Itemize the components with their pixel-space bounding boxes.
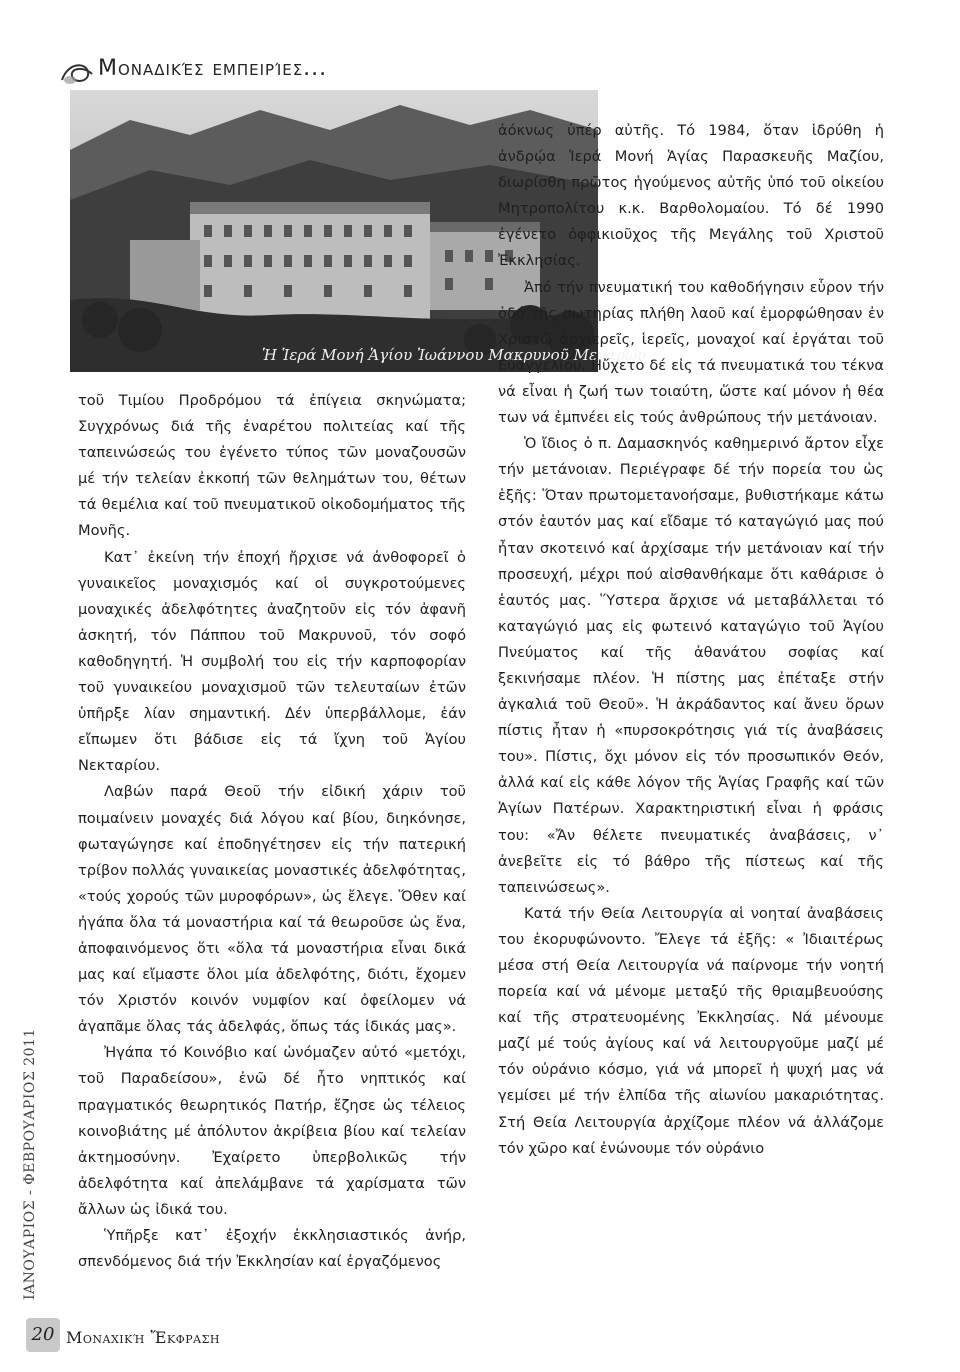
paragraph: ἀόκνως ὑπέρ αὐτῆς. Τό 1984, ὅταν ἱδρύθη ἡ ἀνδρῴα Ἱερά Μονή Ἁγίας Παρασκευῆς Μαζίου, διωρίσθη πρῶτος ἡγούμενος αὐτῆς ὑπό τοῦ οἰκείου Μητροπολίτου κ.κ. Βαρθολομαίου. Τό δέ 1990 ἐγένετο ὀφφικιοῦχος τῆς Μεγάλης τοῦ Χριστοῦ Ἐκκλησίας. — [498, 122, 884, 270]
section-title: Μοναδικές εμπειρίες... — [98, 56, 328, 81]
issue-date-vertical: ΙΑΝΟΥΑΡΙΟΣ - ΦΕΒΡΟΥΑΡΙΟΣ 2011 — [22, 1028, 38, 1300]
photo-caption: Ἡ Ἱερά Μονή Ἁγίου Ἰωάννου Μακρυνοῦ Μεγάρων — [262, 346, 647, 364]
paragraph: Ὑπῆρξε κατ᾿ ἐξοχήν ἐκκλησιαστικός ἀνήρ, σπενδόμενος διά τήν Ἐκκλησίαν καί ἐργαζόμενος — [78, 1227, 466, 1271]
section-header — [58, 52, 598, 92]
paragraph: τοῦ Τιμίου Προδρόμου τά ἐπίγεια σκηνώματα; Συγχρόνως διά τῆς ἐναρέτου πολιτείας καί τῆς ταπεινώσεώς του ἐγένετο τύπος τῶν μοναζουσῶν μέ τήν τελείαν ἐκκοπή τῶν θελημάτων του, θέτων τά θεμέλια καί τοῦ πνευματικοῦ οἰκοδομήματος τῆς Μονῆς. — [78, 392, 466, 540]
left-column — [78, 388, 466, 1275]
magazine-title: Μοναχική Ἔκφραση — [66, 1328, 220, 1347]
paragraph: Κατά τήν Θεία Λειτουργία αἱ νοηταί ἀναβάσεις του ἐκορυφώνοντο. Ἔλεγε τά ἑξῆς: « Ἰδιαιτέρως μέσα στή Θεία Λειτουργία νά παίρνομε τήν νοητή πορεία καί νά μένομε μεταξύ τῆς θριαμβευούσης καί τῆς στρατευομένης Ἐκκλησίας. Νά μένουμε μαζί μέ τούς ἁγίους καί νά λειτουργοῦμε μαζί μέ τόν οὐράνιο κόσμο, γιά νά μπορεῖ ἡ ψυχή μας νά γεμίσει μέ τήν ἐλπίδα τῆς αἰωνίου μακαριότητας. Στή Θεία Λειτουργία ἀρχίζομε πλέον νά ἀλλάζομε τόν χῶρο καί ἐνώνουμε τόν οὐράνιο — [498, 904, 884, 1157]
paragraph: Ὁ ἴδιος ὁ π. Δαμασκηνός καθημερινό ἄρτον εἶχε τήν μετάνοιαν. Περιέγραφε δέ τήν πορεία του ὡς ἑξῆς: Ὅταν πρωτομετανοήσαμε, βυθιστήκαμε κάτω στόν ἑαυτόν μας καί εἴδαμε τό καταγώγιό μας πού ἦταν σκοτεινό καί ἀρχίσαμε τήν μετάνοιαν καί τήν προσευχή, μέχρι πού αἰσθανθήκαμε ὅτι καθάρισε ὁ ἑαυτός μας. Ὕστερα ἄρχισε νά μεταβάλλεται τό καταγώγιό μας εἰς φωτεινό καταγώγιο τοῦ Ἁγίου Πνεύματος καί τῆς ἀθανάτου σοφίας καί ξεκινήσαμε πλέον. Ἡ πίστης μας ἐπέταξε στήν ἀγκαλιά τοῦ Θεοῦ». Ἡ ἀκράδαντος καί ἄνευ ὅρων πίστις ἦταν ἡ «πυρσοκρότησις γιά τίς ἀναβάσεις του». Πίστις, ὄχι μόνον εἰς τόν προσωπικόν Θεόν, ἀλλά καί εἰς κάθε λόγον τῆς Ἁγίας Γραφῆς καί τῶν Ἁγίων Πατέρων. Χαρακτηριστική εἶναι ἡ φράσις του: «Ἄν θέλετε πνευματικές ἀναβάσεις, ν᾿ ἀνεβεῖτε εἰς τό βάθρο τῆς πίστεως καί τῆς ταπεινώσεως». — [498, 435, 884, 896]
page-number: 20 — [26, 1318, 60, 1352]
paragraph: Λαβών παρά Θεοῦ τήν εἰδική χάριν τοῦ ποιμαίνειν μοναχές διά λόγου καί βίου, διηκόνησε, φωταγώγησε καί ἐποδηγέτησεν εἰς τήν πατερική τρίβον πολλάς γυναικείας μοναστικές ἀδελφότητας, «τούς χορούς τῶν μυροφόρων», ὡς ἔλεγε. Ὅθεν καί ἠγάπα ὅλα τά μοναστήρια καί τά θεωροῦσε ὡς ἕνα, ἀποφαινόμενος ὅτι «ὅλα τά μοναστήρια εἶναι δικά μας καί εἴμαστε ὅλοι μία ἀδελφότης, διότι, ἔχομεν τόν Χριστόν κοινόν νυμφίον καί ὀφείλομεν νά ἀγαπᾶμε ὅλας τάς ἀδελφάς, ὅπως τάς ἰδικάς μας». — [78, 783, 466, 1036]
paragraph: Ἀπό τήν πνευματική του καθοδήγησιν εὗρον τήν ὁδό τῆς σωτηρίας πλήθη λαοῦ καί ἐμορφώθησαν ἐν Χριστῷ ἀρχιερεῖς, ἱερεῖς, μοναχοί καί ἐργάται τοῦ Εὐαγγελίου. Ηὔχετο δέ εἰς τά πνευματικά του τέκνα νά εἶναι ἡ ζωή των τοιαύτη, ὥστε καί μόνον ἡ θέα των νά ἐμπνέει εἰς τούς ἀνθρώπους τήν μετάνοιαν. — [498, 278, 884, 427]
ornament-logo-icon — [58, 58, 102, 88]
paragraph: Κατ᾿ ἐκείνη τήν ἐποχή ἤρχισε νά ἀνθοφορεῖ ὁ γυναικεῖος μοναχισμός καί οἱ συγκροτούμενες μοναχικές ἀδελφότητες ἀναζητοῦν εἰς τόν ἀφανῆ ἀσκητή, τόν Πάππου τοῦ Μακρυνοῦ, τόν σοφό καθοδηγητή. Ἡ συμβολή του εἰς τήν καρποφορίαν τοῦ γυναικείου μοναχισμοῦ τῶν τελευταίων ἐτῶν ὑπῆρξε λίαν σημαντική. Δέν ὑπερβάλλομε, ἐάν εἴπωμεν ὅτι βάδισε εἰς τά ἴχνη τοῦ Ἁγίου Νεκταρίου. — [78, 548, 466, 775]
right-column — [498, 118, 884, 1162]
paragraph: Ἠγάπα τό Κοινόβιο καί ὠνόμαζεν αὐτό «μετόχι, τοῦ Παραδείσου», ἐνῶ δέ ἦτο νηπτικός καί πραγματικός θεωρητικός Πατήρ, ἔζησε ὡς τέλειος κοινοβιάτης μέ ἀπόλυτον ἀκρίβεια βίου καί τελείαν ἀκτημοσύνην. Ἐχαίρετο ὑπερβολικῶς τήν ἀδελφότητα καί ἀπελάμβανε τά χαρίσματα τῶν ἄλλων ὡς ἰδικά του. — [78, 1044, 466, 1218]
